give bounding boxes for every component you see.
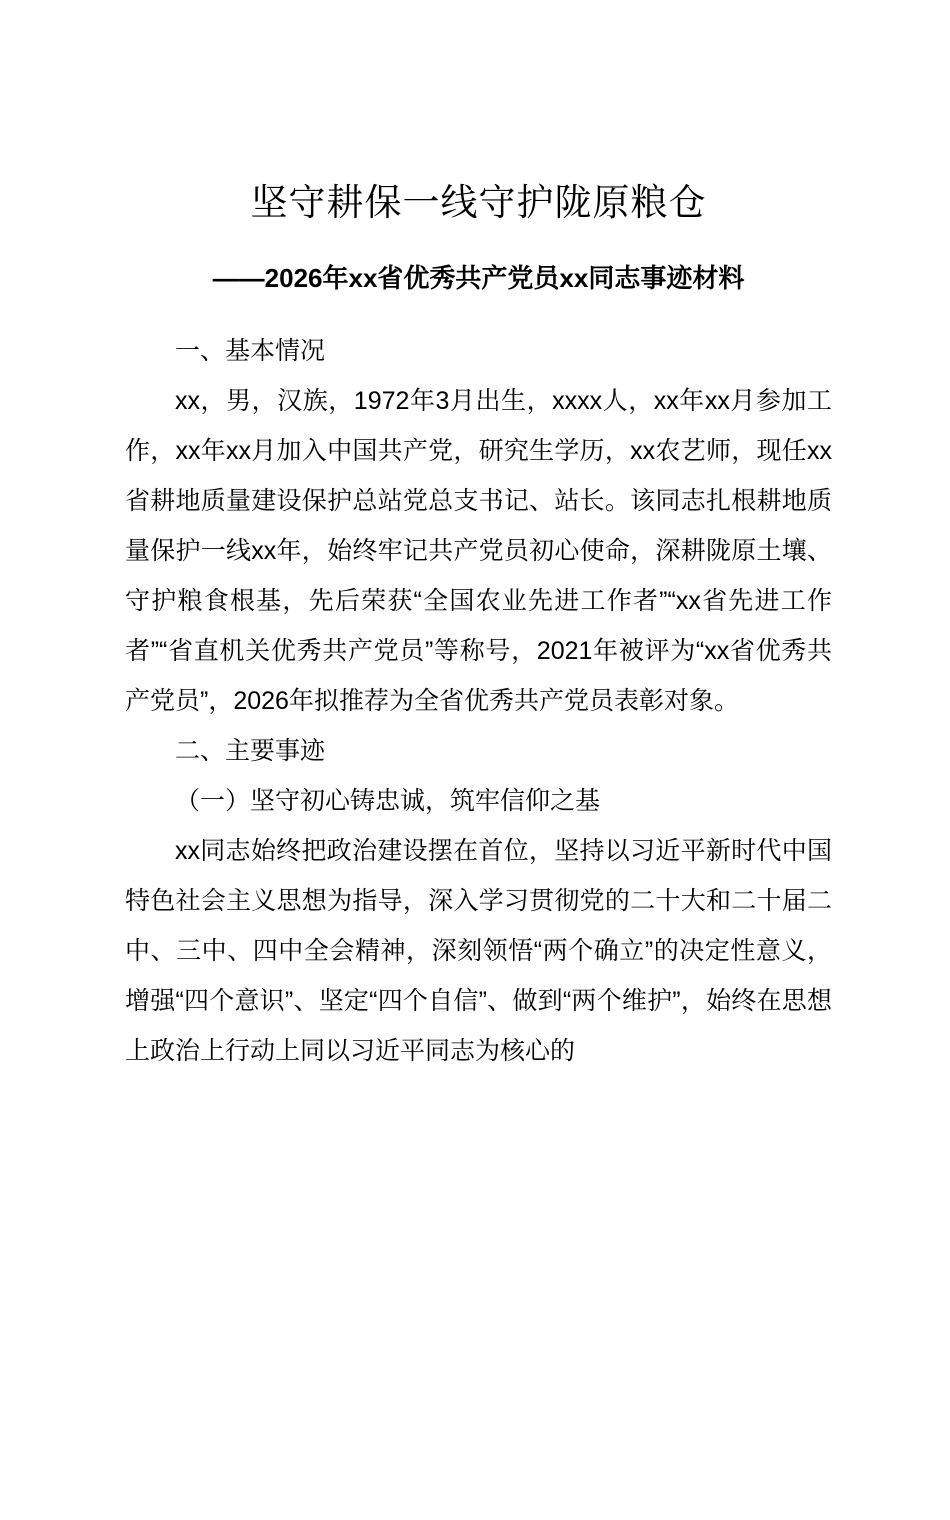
section-heading-basic-info: 一、基本情况 [175,337,326,365]
section-heading-main-deeds: 二、主要事迹 [175,737,326,765]
paragraph-basic-info: xx，男，汉族，1972年3月出生，xxxx人，xx年xx月参加工作，xx年xx月加入中国共产党，研究生学历，xx农艺师，现任xx省耕地质量建设保护总站党总支书记、站长。该同志扎根耕地质量保护一线xx年，始终牢记共产党员初心使命，深耕陇原土壤、守护粮食根基，先后荣获“全国农业先进工作者”“xx省先进工作者”“省直机关优秀共产党员”等称号，2021年被评为“xx省优秀共产党员”，2026年拟推荐为全省优秀共产党员表彰对象。 [125,387,832,715]
document-subtitle: ——2026年xx省优秀共产党员xx同志事迹材料 [212,263,745,293]
document-page [0,176,950,1520]
document-body [125,326,832,1076]
document-title: 坚守耕保一线守护陇原粮仓 [250,182,707,223]
paragraph-political-construction: xx同志始终把政治建设摆在首位，坚持以习近平新时代中国特色社会主义思想为指导，深入学习贯彻党的二十大和二十届二中、三中、四中全会精神，深刻领悟“两个确立”的决定性意义，增强“四个意识”、坚定“四个自信”、做到“两个维护”，始终在思想上政治上行动上同以习近平同志为核心的 [125,837,832,1065]
subsection-heading-loyalty: （一）坚守初心铸忠诚，筑牢信仰之基 [175,787,601,815]
